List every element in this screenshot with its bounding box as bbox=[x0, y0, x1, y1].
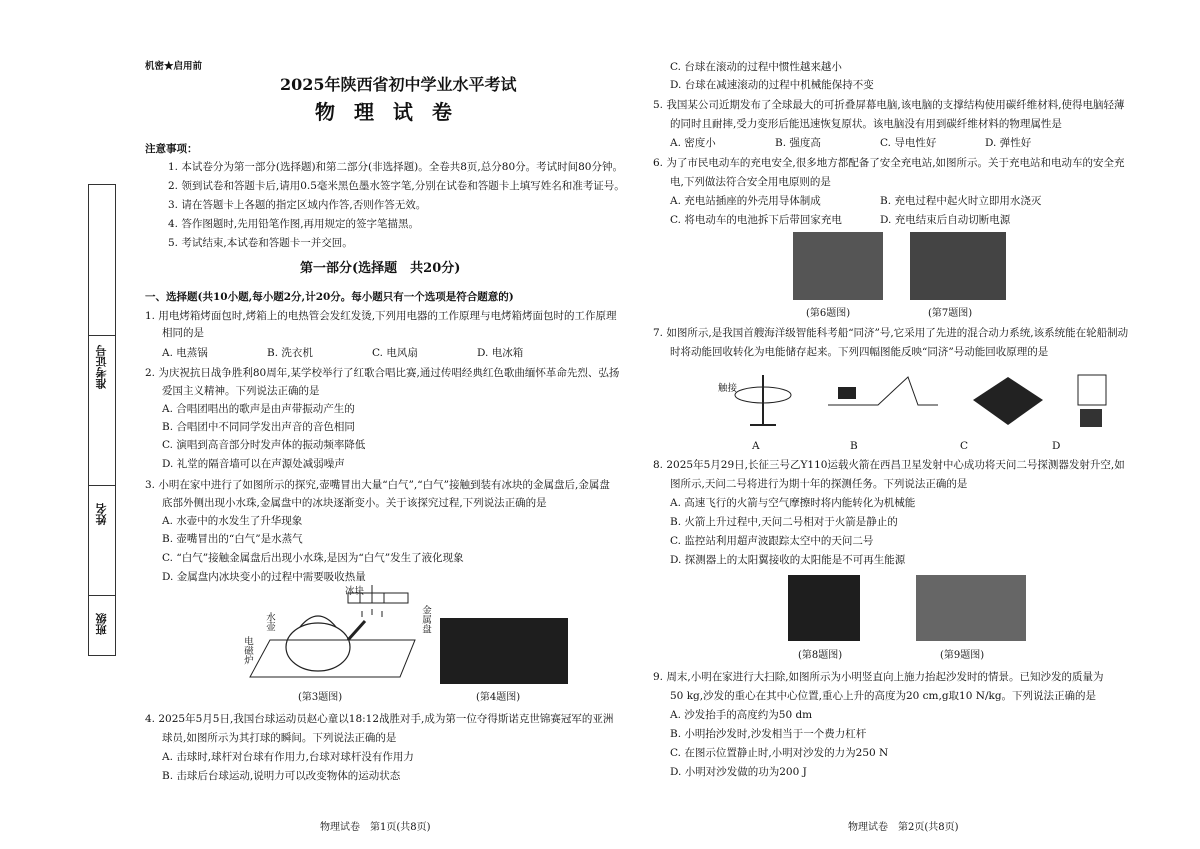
q6-option-b: B. 充电过程中起火时立即用水浇灭 bbox=[880, 195, 1042, 207]
figure-4-caption: (第4题图) bbox=[476, 692, 521, 703]
q9-option-c: C. 在图示位置静止时,小明对沙发的力为250 N bbox=[670, 747, 889, 759]
q5-option-c: C. 导电性好 bbox=[880, 137, 937, 149]
q5-option-a: A. 密度小 bbox=[670, 137, 716, 149]
question-2-text: 爱国主义精神。下列说法正确的是 bbox=[162, 385, 320, 397]
note-item: 1. 本试卷分为第一部分(选择题)和第二部分(非选择题)。全卷共8页,总分80分。考试时间80分钟。 bbox=[168, 161, 623, 173]
q5-option-d: D. 弹性好 bbox=[985, 137, 1032, 149]
figure-8-rocket-photo bbox=[788, 575, 860, 641]
q9-option-b: B. 小明抬沙发时,沙发相当于一个费力杠杆 bbox=[670, 728, 867, 740]
figure-7-caption: (第7题图) bbox=[928, 308, 973, 319]
question-6-text: 电,下列做法符合安全用电原则的是 bbox=[670, 176, 831, 188]
fig3-label-kettle: 水壶 bbox=[264, 612, 275, 631]
q2-option-c: C. 演唱到高音部分时发声体的振动频率降低 bbox=[162, 439, 366, 451]
q7-fig-label-c: C bbox=[960, 440, 969, 452]
q8-option-c: C. 监控站利用超声波跟踪太空中的天问二号 bbox=[670, 535, 874, 547]
figure-3-kettle-diagram bbox=[230, 585, 430, 685]
q7-fig-label-d: D bbox=[1052, 440, 1061, 452]
question-7-text: 时将动能回收转化为电能储存起来。下列四幅图能反映“同济”号动能回收原理的是 bbox=[670, 346, 1049, 358]
q3-option-b: B. 壶嘴冒出的“白气”是水蒸气 bbox=[162, 533, 303, 545]
q6-option-c: C. 将电动车的电池拆下后带回家充电 bbox=[670, 214, 842, 226]
figure-7-ship-photo bbox=[910, 232, 1006, 300]
note-item: 4. 答作图题时,先用铅笔作图,再用规定的签字笔描黑。 bbox=[168, 218, 420, 230]
q4-option-d: D. 台球在减速滚动的过程中机械能保持不变 bbox=[670, 79, 874, 91]
figure-9-caption: (第9题图) bbox=[940, 650, 985, 661]
name-label: 姓名 bbox=[95, 503, 108, 525]
question-1-text: 相同的是 bbox=[162, 327, 204, 339]
q7-fig-label-b: B bbox=[850, 440, 858, 452]
exam-title: 2025年陕西省初中学业水平考试 bbox=[280, 75, 517, 94]
section-heading: 一、选择题(共10小题,每小题2分,计20分。每小题只有一个选项是符合题意的) bbox=[145, 291, 514, 303]
strip-divider bbox=[89, 485, 115, 486]
question-8-text: 图所示,天问二号将进行为期十年的探测任务。下列说法正确的是 bbox=[670, 478, 968, 490]
q9-option-d: D. 小明对沙发做的功为200 J bbox=[670, 766, 807, 778]
notes-heading: 注意事项： bbox=[145, 143, 198, 155]
q3-option-c: C. “白气”接触金属盘后出现小水珠,是因为“白气”发生了液化现象 bbox=[162, 552, 464, 564]
secret-mark: 机密★启用前 bbox=[145, 61, 203, 72]
question-9-text: 50 kg,沙发的重心在其中心位置,重心上升的高度为20 cm,g取10 N/kg。下列说法正确的是 bbox=[670, 690, 1097, 702]
strip-divider bbox=[89, 335, 115, 336]
q8-option-b: B. 火箭上升过程中,天问二号相对于火箭是静止的 bbox=[670, 516, 898, 528]
figure-6-charging-station-photo bbox=[793, 232, 883, 300]
q7-fig-label-a: A bbox=[752, 440, 760, 452]
question-1-text: 1. 用电烤箱烤面包时,烤箱上的电热管会发红发烫,下列用电器的工作原理与电烤箱烤面包时的工作原理 bbox=[145, 310, 617, 322]
fig3-label-ice: 冰块 bbox=[345, 586, 365, 597]
figure-9-sofa-photo bbox=[916, 575, 1026, 641]
question-9-text: 9. 周末,小明在家进行大扫除,如图所示为小明竖直向上施力抬起沙发时的情景。已知沙发的质量为 bbox=[653, 671, 1104, 683]
q1-option-c: C. 电风扇 bbox=[372, 347, 418, 359]
q2-option-b: B. 合唱团中不同同学发出声音的音色相同 bbox=[162, 421, 355, 433]
q1-option-b: B. 洗衣机 bbox=[267, 347, 313, 359]
q4-option-b: B. 击球后台球运动,说明力可以改变物体的运动状态 bbox=[162, 770, 401, 782]
page-2-footer: 物理试卷 第2页(共8页) bbox=[848, 822, 959, 833]
question-4-text: 球员,如图所示为其打球的瞬间。下列说法正确的是 bbox=[162, 732, 397, 744]
question-3-text: 3. 小明在家中进行了如图所示的探究,壶嘴冒出大量“白气”,“白气”接触到装有冰块的金属盘后,金属盘 bbox=[145, 479, 610, 491]
question-8-text: 8. 2025年5月29日,长征三号乙Y110运载火箭在西昌卫星发射中心成功将天问二号探测器发射升空,如 bbox=[653, 459, 1125, 471]
fig3-label-metal-plate: 金属盘 bbox=[420, 605, 431, 634]
question-5-text: 5. 我国某公司近期发布了全球最大的可折叠屏幕电脑,该电脑的支撑结构使用碳纤维材料,使得电脑轻薄 bbox=[653, 99, 1125, 111]
q2-option-a: A. 合唱团唱出的歌声是由声带振动产生的 bbox=[162, 403, 355, 415]
exam-subtitle: 物 理 试 卷 bbox=[315, 100, 458, 124]
q6-option-d: D. 充电结束后自动切断电源 bbox=[880, 214, 1011, 226]
page-1-footer: 物理试卷 第1页(共8页) bbox=[320, 822, 431, 833]
q5-option-b: B. 强度高 bbox=[775, 137, 821, 149]
q3-option-d: D. 金属盘内冰块变小的过程中需要吸收热量 bbox=[162, 571, 366, 583]
class-label: 班级 bbox=[95, 613, 108, 635]
strip-divider bbox=[89, 595, 115, 596]
q8-option-d: D. 探测器上的太阳翼接收的太阳能是不可再生能源 bbox=[670, 554, 906, 566]
part-title: 第一部分(选择题 共20分) bbox=[300, 261, 461, 276]
question-3-text: 底部外侧出现小水珠,金属盘中的冰块逐渐变小。关于该探究过程,下列说法正确的是 bbox=[162, 497, 547, 509]
q9-option-a: A. 沙发抬手的高度约为50 dm bbox=[670, 709, 813, 721]
q7-option-figures bbox=[718, 365, 1108, 437]
q4-option-a: A. 击球时,球杆对台球有作用力,台球对球杆没有作用力 bbox=[162, 751, 414, 763]
student-info-strip bbox=[88, 184, 116, 656]
question-4-text: 4. 2025年5月5日,我国台球运动员赵心童以18:12战胜对手,成为第一位夺得斯诺克世锦赛冠军的亚洲 bbox=[145, 713, 614, 725]
question-2-text: 2. 为庆祝抗日战争胜利80周年,某学校举行了红歌合唱比赛,通过传唱经典红色歌曲缅怀革命先烈、弘扬 bbox=[145, 367, 620, 379]
q1-option-a: A. 电蒸锅 bbox=[162, 347, 208, 359]
q6-option-a: A. 充电站插座的外壳用导体制成 bbox=[670, 195, 821, 207]
q2-option-d: D. 礼堂的隔音墙可以在声源处减弱噪声 bbox=[162, 458, 345, 470]
q3-option-a: A. 水壶中的水发生了升华现象 bbox=[162, 515, 303, 527]
q7-a-touch-label: 触接 bbox=[718, 383, 738, 394]
question-7-text: 7. 如图所示,是我国首艘海洋级智能科考船“同济”号,它采用了先进的混合动力系统,该系统能在轮船制动 bbox=[653, 327, 1129, 339]
question-5-text: 的同时且耐摔,受力变形后能迅速恢复原状。该电脑没有用到碳纤维材料的物理属性是 bbox=[670, 118, 1062, 130]
q8-option-a: A. 高速飞行的火箭与空气摩擦时将内能转化为机械能 bbox=[670, 497, 916, 509]
note-item: 5. 考试结束,本试卷和答题卡一并交回。 bbox=[168, 237, 353, 249]
note-item: 2. 领到试卷和答题卡后,请用0.5毫米黑色墨水签字笔,分别在试卷和答题卡上填写姓名和准考证号。 bbox=[168, 180, 625, 192]
q4-option-c: C. 台球在滚动的过程中惯性越来越小 bbox=[670, 61, 842, 73]
figure-6-caption: (第6题图) bbox=[806, 308, 851, 319]
exam-number-label: 准考证号 bbox=[95, 345, 108, 389]
question-6-text: 6. 为了市民电动车的充电安全,很多地方都配备了安全充电站,如图所示。关于充电站和电动车的安全充 bbox=[653, 157, 1125, 169]
note-item: 3. 请在答题卡上各题的指定区域内作答,否则作答无效。 bbox=[168, 199, 427, 211]
fig3-label-induction-cooker: 电磁炉 bbox=[242, 636, 253, 665]
figure-4-snooker-photo bbox=[440, 618, 568, 684]
q1-option-d: D. 电冰箱 bbox=[477, 347, 524, 359]
figure-8-caption: (第8题图) bbox=[798, 650, 843, 661]
figure-3-caption: (第3题图) bbox=[298, 692, 343, 703]
